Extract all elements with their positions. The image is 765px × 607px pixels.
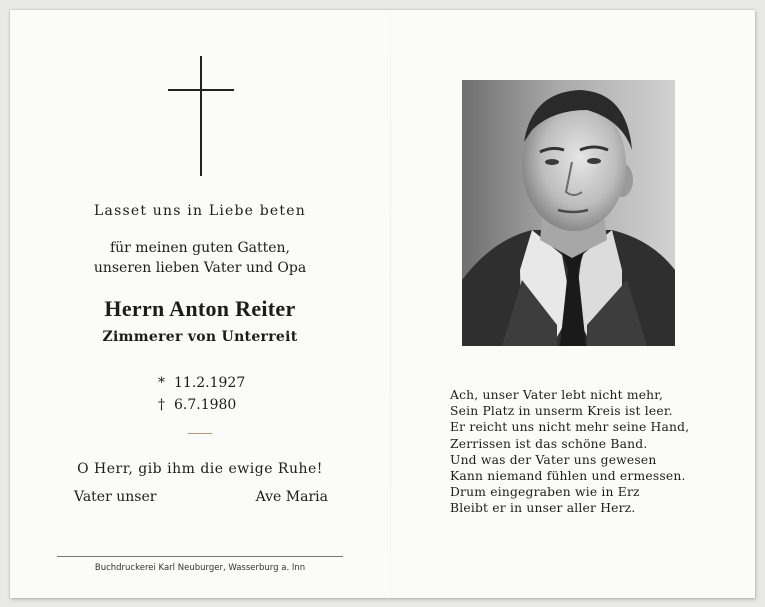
prayer-heading: Lasset uns in Liebe beten [94, 203, 306, 219]
poem-line: Kann niemand fühlen und ermessen. [450, 469, 686, 484]
printer-credit: Buchdruckerei Karl Neuburger, Wasserburg a. Inn [94, 563, 306, 573]
birth-symbol: * [158, 375, 165, 391]
card-fold [390, 10, 391, 598]
poem-line: Er reicht uns nicht mehr seine Hand, [450, 420, 690, 435]
poem-line: Zerrissen ist das schöne Band. [450, 436, 648, 451]
portrait-photo [462, 80, 675, 346]
dedication [50, 238, 350, 278]
prayer-vater-unser: Vater unser [74, 489, 157, 505]
prayer-ave-maria: Ave Maria [255, 489, 328, 505]
dedication-line: für meinen guten Gatten, [109, 240, 291, 256]
poem-line: Und was der Vater uns gewesen [450, 452, 657, 467]
birth-date-row [158, 372, 245, 394]
death-date-row [158, 394, 245, 416]
prayer-list [74, 489, 328, 505]
closing-prayer: O Herr, gib ihm die ewige Ruhe! [77, 461, 323, 477]
deceased-name: Herrn Anton Reiter [104, 296, 296, 321]
printer-rule [57, 556, 343, 557]
memorial-poem [450, 387, 740, 517]
poem-line: Ach, unser Vater lebt nicht mehr, [450, 388, 664, 402]
memorial-card [10, 10, 755, 598]
life-dates [158, 372, 245, 416]
death-date: 6.7.1980 [174, 397, 237, 413]
poem-line: Drum eingegraben wie in Erz [450, 485, 640, 500]
cross-icon [168, 56, 234, 176]
occupation: Zimmerer von Unterreit [102, 329, 298, 345]
divider [188, 433, 212, 434]
poem-line: Sein Platz in unserm Kreis ist leer. [450, 404, 673, 419]
portrait-illustration [462, 80, 675, 346]
poem-line: Bleibt er in unser aller Herz. [450, 501, 636, 516]
dedication-line: unseren lieben Vater und Opa [93, 260, 307, 276]
death-symbol: † [158, 397, 165, 413]
birth-date: 11.2.1927 [174, 375, 246, 391]
